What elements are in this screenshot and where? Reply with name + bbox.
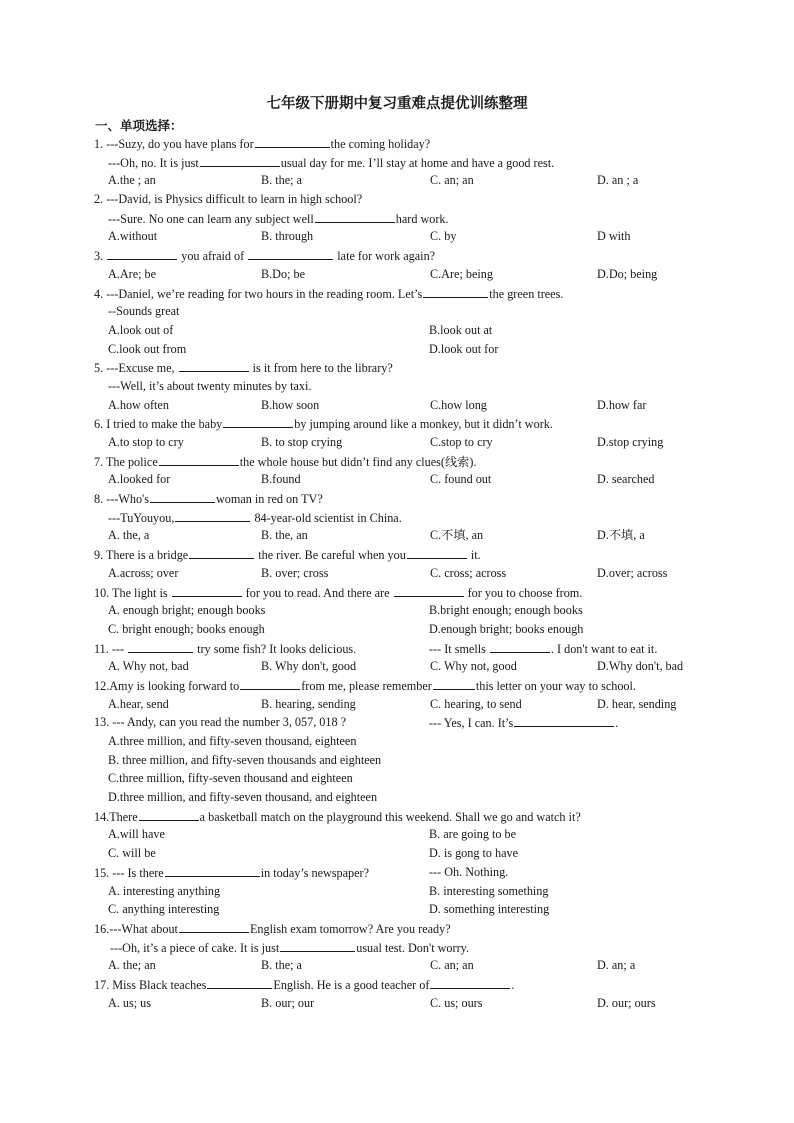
option-c[interactable]: C.Are; being xyxy=(430,266,493,281)
answer-blank[interactable] xyxy=(423,284,488,298)
question-3-stem: 3. you afraid of late for work again? xyxy=(94,246,714,265)
option-b[interactable]: B. interesting something xyxy=(429,883,549,898)
question-10-stem: 10. The light is for you to read. And there are for you to choose from. xyxy=(94,583,714,602)
answer-blank[interactable] xyxy=(150,489,215,503)
answer-blank[interactable] xyxy=(179,919,249,933)
option-d[interactable]: D.how far xyxy=(597,397,647,412)
question-6-options xyxy=(94,433,714,452)
option-b[interactable]: B. over; cross xyxy=(261,565,329,580)
option-a[interactable]: A. interesting anything xyxy=(108,883,221,898)
option-d[interactable]: D.Do; being xyxy=(597,266,658,281)
answer-blank[interactable] xyxy=(139,807,199,821)
question-16-reply: ---Oh, it’s a piece of cake. It is just usual test. Don't worry. xyxy=(94,938,714,957)
option-d[interactable]: D.three million, and fifty-seven thousand, and eighteen xyxy=(108,790,378,805)
option-d[interactable]: D. hear, sending xyxy=(597,696,677,711)
question-15-reply: --- Oh. Nothing. xyxy=(429,864,509,879)
option-d[interactable]: D.不填, a xyxy=(597,528,645,543)
option-a[interactable]: A.the ; an xyxy=(108,173,156,188)
question-15-options-row1 xyxy=(94,882,714,901)
question-11-reply: --- It smells . I don't want to eat it. xyxy=(429,639,657,659)
option-b[interactable]: B. through xyxy=(261,229,314,244)
option-b[interactable]: B. the; a xyxy=(261,173,302,188)
option-a[interactable]: A.without xyxy=(108,229,158,244)
option-b[interactable]: B. our; our xyxy=(261,995,315,1010)
option-b[interactable]: B. the, an xyxy=(261,528,308,543)
option-c[interactable]: C. an; an xyxy=(430,173,474,188)
option-a[interactable]: A.to stop to cry xyxy=(108,435,184,449)
section-heading: 一、单项选择： xyxy=(95,118,183,133)
question-list xyxy=(94,134,714,1012)
question-10-options-row2 xyxy=(94,620,714,639)
option-d[interactable]: D. searched xyxy=(597,472,655,487)
question-14-stem: 14.There a basketball match on the playground this weekend. Shall we go and watch it? xyxy=(94,807,714,826)
option-c[interactable]: C. Why not, good xyxy=(430,659,517,674)
option-d[interactable]: D. our; ours xyxy=(597,995,656,1010)
question-13-reply: --- Yes, I can. It’s . xyxy=(429,713,618,733)
answer-blank[interactable] xyxy=(407,545,467,559)
option-c[interactable]: C. hearing, to send xyxy=(430,696,522,711)
option-b[interactable]: B. Why don't, good xyxy=(261,659,357,674)
option-c[interactable]: C. us; ours xyxy=(430,995,483,1010)
option-a[interactable]: A. Why not, bad xyxy=(108,659,189,674)
option-a[interactable]: A. us; us xyxy=(108,995,152,1010)
answer-blank[interactable] xyxy=(248,246,333,260)
question-4-options-row1 xyxy=(94,321,714,340)
question-14-options-row2 xyxy=(94,844,714,863)
question-4-stem: 4. ---Daniel, we’re reading for two hours in the reading room. Let’s the green trees. xyxy=(94,284,714,303)
option-b[interactable]: B.found xyxy=(261,472,301,487)
option-c[interactable]: C.不填, an xyxy=(430,528,484,543)
answer-blank[interactable] xyxy=(179,358,249,372)
option-b[interactable]: B.Do; be xyxy=(261,266,306,281)
question-1-reply: ---Oh, no. It is just usual day for me. I’ll stay at home and have a good rest. xyxy=(94,153,714,172)
answer-blank[interactable] xyxy=(165,863,260,877)
option-a[interactable]: A. enough bright; enough books xyxy=(108,603,266,618)
answer-blank[interactable] xyxy=(315,209,395,223)
option-a[interactable]: A.hear, send xyxy=(108,696,169,711)
option-d[interactable]: D. is gong to have xyxy=(429,846,519,861)
question-6-stem: 6. I tried to make the baby by jumping around like a monkey, but it didn’t work. xyxy=(94,414,714,433)
question-3-options xyxy=(94,265,714,284)
option-d[interactable]: D with xyxy=(597,229,631,244)
option-c[interactable]: C.three million, fifty-seven thousand and eighteen xyxy=(108,771,353,786)
answer-blank[interactable] xyxy=(490,639,550,653)
question-7-options xyxy=(94,470,714,489)
option-a[interactable]: A.three million, and fifty-seven thousand, eighteen xyxy=(108,734,357,748)
question-5-reply: ---Well, it’s about twenty minutes by taxi. xyxy=(108,378,312,393)
option-a[interactable]: A.looked for xyxy=(108,472,171,487)
option-c[interactable]: C.how long xyxy=(430,397,487,412)
option-a[interactable]: A. the, a xyxy=(108,528,150,543)
answer-blank[interactable] xyxy=(240,676,300,690)
option-d[interactable]: D. something interesting xyxy=(429,902,550,917)
option-d[interactable]: D.look out for xyxy=(429,341,499,356)
question-14-options-row1 xyxy=(94,825,714,844)
question-17-options xyxy=(94,994,714,1013)
answer-blank[interactable] xyxy=(280,938,355,952)
option-d[interactable]: D.stop crying xyxy=(597,435,664,449)
page-title: 七年级下册期中复习重难点提优训练整理 xyxy=(266,95,528,112)
answer-blank[interactable] xyxy=(159,452,239,466)
question-11-options xyxy=(94,657,714,676)
option-d[interactable]: D. an ; a xyxy=(597,173,639,188)
question-12-stem: 12.Amy is looking forward to from me, please remember this letter on your way to school. xyxy=(94,676,714,695)
option-c[interactable]: C. cross; across xyxy=(430,565,507,580)
answer-blank[interactable] xyxy=(189,545,254,559)
question-7-stem: 7. The police the whole house but didn’t find any clues(线索). xyxy=(94,452,714,471)
question-16-stem: 16.---What about English exam tomorrow? Are you ready? xyxy=(94,919,714,938)
question-15-options-row2 xyxy=(94,900,714,919)
answer-blank[interactable] xyxy=(175,508,250,522)
question-9-options xyxy=(94,564,714,583)
option-a[interactable]: A.Are; be xyxy=(108,266,157,281)
option-b[interactable]: B. to stop crying xyxy=(261,435,343,449)
option-a[interactable]: A.across; over xyxy=(108,565,179,580)
answer-blank[interactable] xyxy=(255,134,330,148)
question-17-stem: 17. Miss Black teaches English. He is a good teacher of . xyxy=(94,975,714,994)
option-c[interactable]: C.stop to cry xyxy=(430,435,493,449)
option-b[interactable]: B.look out at xyxy=(429,322,493,337)
answer-blank[interactable] xyxy=(200,153,280,167)
question-8-reply: ---TuYouyou, 84-year-old scientist in China. xyxy=(94,508,714,527)
answer-blank[interactable] xyxy=(172,583,242,597)
option-a[interactable]: A.how often xyxy=(108,397,169,412)
option-b[interactable]: B. hearing, sending xyxy=(261,696,356,711)
question-5-options xyxy=(94,396,714,415)
option-d[interactable]: D. an; a xyxy=(597,958,636,973)
question-12-options xyxy=(94,695,714,714)
option-d[interactable]: D.Why don't, bad xyxy=(597,659,684,674)
option-b[interactable]: B.how soon xyxy=(261,397,320,412)
option-c[interactable]: C.look out from xyxy=(108,341,187,356)
answer-blank[interactable] xyxy=(433,676,475,690)
answer-blank[interactable] xyxy=(514,713,614,727)
question-2-reply: ---Sure. No one can learn any subject well hard work. xyxy=(94,209,714,228)
question-10-options-row1 xyxy=(94,601,714,620)
option-a[interactable]: A. the; an xyxy=(108,958,156,973)
question-4-reply: --Sounds great xyxy=(108,304,180,319)
question-2-options xyxy=(94,227,714,246)
question-4-options-row2 xyxy=(94,340,714,359)
option-c[interactable]: C. by xyxy=(430,229,457,244)
option-a[interactable]: A.look out of xyxy=(108,322,174,337)
question-8-options xyxy=(94,526,714,545)
option-a[interactable]: A.will have xyxy=(108,827,165,842)
answer-blank[interactable] xyxy=(394,583,464,597)
option-b[interactable]: B. are going to be xyxy=(429,827,516,842)
option-b[interactable]: B. the; a xyxy=(261,958,302,973)
question-1-options xyxy=(94,171,714,190)
answer-blank[interactable] xyxy=(223,414,293,428)
question-15-stem: 15. --- Is there in today’s newspaper? --- Oh. Nothing. xyxy=(94,864,509,880)
answer-blank[interactable] xyxy=(430,975,510,989)
option-b[interactable]: B. three million, and fifty-seven thousands and eighteen xyxy=(108,752,382,767)
question-16-options xyxy=(94,956,714,975)
question-5-stem: 5. ---Excuse me, is it from here to the library? xyxy=(94,358,714,377)
option-c[interactable]: C. found out xyxy=(430,472,492,487)
answer-blank[interactable] xyxy=(107,246,177,260)
option-d[interactable]: D.enough bright; books enough xyxy=(429,621,584,636)
option-c[interactable]: C. anything interesting xyxy=(108,902,220,917)
question-8-stem: 8. ---Who's woman in red on TV? xyxy=(94,489,714,508)
question-1-stem: 1. ---Suzy, do you have plans for the coming holiday? xyxy=(94,134,714,153)
question-9-stem: 9. There is a bridge the river. Be careful when you it. xyxy=(94,545,714,564)
answer-blank[interactable] xyxy=(207,975,272,989)
question-13-stem: 13. --- Andy, can you read the number 3, 057, 018 ? --- Yes, I can. It’s . xyxy=(94,713,714,732)
option-c[interactable]: C. an; an xyxy=(430,958,474,973)
question-2-stem: 2. ---David, is Physics difficult to learn in high school? xyxy=(94,192,363,207)
option-c[interactable]: C. bright enough; books enough xyxy=(108,621,265,636)
option-d[interactable]: D.over; across xyxy=(597,565,668,580)
answer-blank[interactable] xyxy=(128,639,193,653)
option-b[interactable]: B.bright enough; enough books xyxy=(429,603,583,618)
option-c[interactable]: C. will be xyxy=(108,846,156,861)
question-11-stem: 11. --- try some fish? It looks delicious. --- It smells . I don't want to eat it. xyxy=(94,639,714,658)
